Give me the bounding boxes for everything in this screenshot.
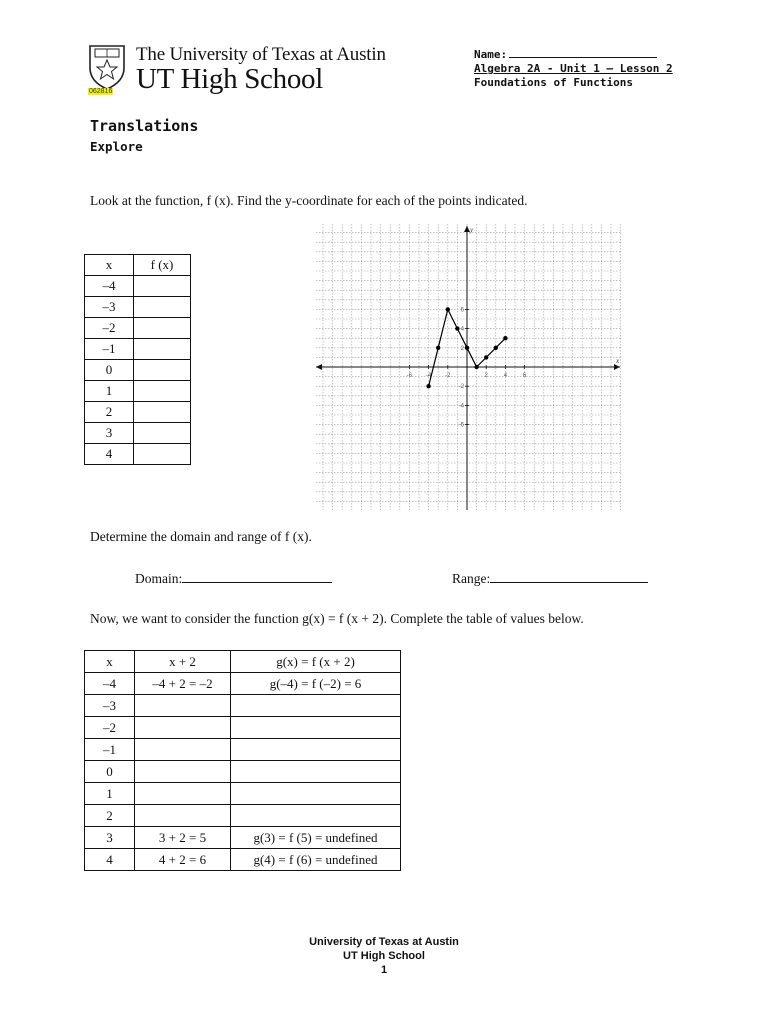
- instruction-domain-range: Determine the domain and range of f (x).: [90, 529, 312, 544]
- table-cell[interactable]: [231, 805, 401, 827]
- table-cell: g(4) = f (6) = undefined: [231, 849, 401, 871]
- table-row: [85, 402, 191, 423]
- table-cell: –2: [85, 318, 134, 339]
- domain-blank-line[interactable]: [182, 570, 332, 583]
- column-header: x: [85, 255, 134, 276]
- table-cell[interactable]: [231, 761, 401, 783]
- instruction-consider: Now, we want to consider the function g(x) = f (x + 2). Complete the table of values below.: [90, 611, 584, 626]
- table-row: [85, 849, 401, 871]
- lesson-title: Foundations of Functions: [474, 76, 633, 89]
- table-cell: –3: [85, 297, 134, 318]
- table-cell[interactable]: [231, 783, 401, 805]
- table-row: [85, 761, 401, 783]
- table-cell[interactable]: [135, 717, 231, 739]
- table-cell: –2: [85, 717, 135, 739]
- x-tick-label: -4: [425, 373, 432, 379]
- table-row: [85, 444, 191, 465]
- table-cell[interactable]: [134, 276, 191, 297]
- domain-field[interactable]: [135, 570, 332, 587]
- data-point: [446, 307, 450, 311]
- table-row: [85, 805, 401, 827]
- x-tick-label: 4: [503, 373, 508, 379]
- table-cell: g(–4) = f (–2) = 6: [231, 673, 401, 695]
- table-cell: 3: [85, 423, 134, 444]
- function-graph: [314, 222, 624, 512]
- table-cell: 1: [85, 381, 134, 402]
- data-point: [465, 346, 469, 350]
- y-tick-label: -2: [458, 384, 464, 391]
- table-cell: 4 + 2 = 6: [135, 849, 231, 871]
- table-cell: g(3) = f (5) = undefined: [231, 827, 401, 849]
- name-blank-line[interactable]: [509, 46, 657, 58]
- range-field[interactable]: [452, 570, 648, 587]
- table-row: [85, 423, 191, 444]
- table-cell[interactable]: [135, 739, 231, 761]
- data-point: [426, 384, 430, 388]
- logo-id-badge: 062816: [89, 88, 113, 95]
- x-tick-label: -2: [445, 373, 451, 379]
- table-cell: –4 + 2 = –2: [135, 673, 231, 695]
- table-cell[interactable]: [135, 783, 231, 805]
- table-cell[interactable]: [134, 381, 191, 402]
- table-cell: 0: [85, 761, 135, 783]
- x-tick-label: 6: [522, 373, 527, 379]
- table-cell[interactable]: [134, 423, 191, 444]
- data-point: [436, 346, 440, 350]
- data-point: [503, 336, 507, 340]
- table-row: [85, 360, 191, 381]
- gx-table: [84, 650, 401, 871]
- footer: [0, 935, 768, 977]
- section-subtitle: Explore: [90, 139, 143, 154]
- footer-university: University of Texas at Austin: [309, 936, 459, 948]
- column-header: x + 2: [135, 651, 231, 673]
- table-cell[interactable]: [134, 444, 191, 465]
- y-tick-label: 4: [460, 326, 464, 333]
- lesson-meta: [474, 46, 673, 90]
- table-cell: 4: [85, 444, 134, 465]
- data-point: [455, 326, 459, 330]
- name-field[interactable]: [474, 46, 673, 62]
- fx-table: [84, 254, 191, 465]
- column-header: g(x) = f (x + 2): [231, 651, 401, 673]
- table-cell[interactable]: [134, 402, 191, 423]
- table-row: [85, 695, 401, 717]
- table-cell[interactable]: [135, 805, 231, 827]
- table-cell[interactable]: [134, 318, 191, 339]
- university-name: The University of Texas at Austin: [136, 44, 386, 65]
- table-cell: –1: [85, 739, 135, 761]
- table-cell[interactable]: [134, 297, 191, 318]
- name-label: Name:: [474, 48, 508, 61]
- table-cell[interactable]: [135, 761, 231, 783]
- table-cell: 0: [85, 360, 134, 381]
- domain-label: Domain:: [135, 571, 183, 586]
- x-axis-arrow-left: [316, 364, 322, 370]
- data-point: [494, 346, 498, 350]
- graph-svg: [314, 222, 624, 512]
- table-row: [85, 739, 401, 761]
- table-row: [85, 297, 191, 318]
- page-number: 1: [380, 964, 388, 976]
- table-row: [85, 673, 401, 695]
- y-tick-label: -6: [458, 422, 464, 429]
- table-cell: –1: [85, 339, 134, 360]
- school-name: UT High School: [136, 63, 323, 95]
- course-line: Algebra 2A - Unit 1 – Lesson 2: [474, 62, 673, 75]
- table-cell: –4: [85, 673, 135, 695]
- column-header: x: [85, 651, 135, 673]
- footer-school: UT High School: [343, 950, 425, 962]
- table-cell: 3 + 2 = 5: [135, 827, 231, 849]
- section-title: Translations: [90, 117, 199, 135]
- table-cell: 4: [85, 849, 135, 871]
- x-tick-label: -6: [406, 373, 413, 379]
- table-row: [85, 381, 191, 402]
- table-row: [85, 276, 191, 297]
- table-row: [85, 827, 401, 849]
- range-label: Range:: [452, 571, 491, 586]
- x-tick-label: 2: [484, 373, 488, 379]
- range-blank-line[interactable]: [490, 570, 648, 583]
- y-tick-label: 2: [460, 345, 464, 352]
- instruction-look: Look at the function, f (x). Find the y-coordinate for each of the points indicated.: [90, 193, 528, 208]
- table-cell: –4: [85, 276, 134, 297]
- table-row: [85, 318, 191, 339]
- table-cell[interactable]: [135, 695, 231, 717]
- table-header-row: [85, 651, 401, 673]
- data-point: [484, 355, 488, 359]
- table-cell: 3: [85, 827, 135, 849]
- table-cell[interactable]: [231, 717, 401, 739]
- table-row: [85, 783, 401, 805]
- table-cell[interactable]: [134, 360, 191, 381]
- table-cell[interactable]: [231, 739, 401, 761]
- y-tick-label: -4: [458, 403, 464, 410]
- table-cell: –3: [85, 695, 135, 717]
- column-header: f (x): [134, 255, 191, 276]
- table-header-row: [85, 255, 191, 276]
- table-cell: 1: [85, 783, 135, 805]
- table-cell: 2: [85, 402, 134, 423]
- table-row: [85, 717, 401, 739]
- x-axis-label: x: [616, 357, 620, 365]
- y-axis-label: y: [470, 226, 474, 234]
- table-row: [85, 339, 191, 360]
- y-tick-label: 6: [460, 307, 464, 314]
- table-cell[interactable]: [134, 339, 191, 360]
- data-point: [474, 365, 478, 369]
- table-cell[interactable]: [231, 695, 401, 717]
- table-cell: 2: [85, 805, 135, 827]
